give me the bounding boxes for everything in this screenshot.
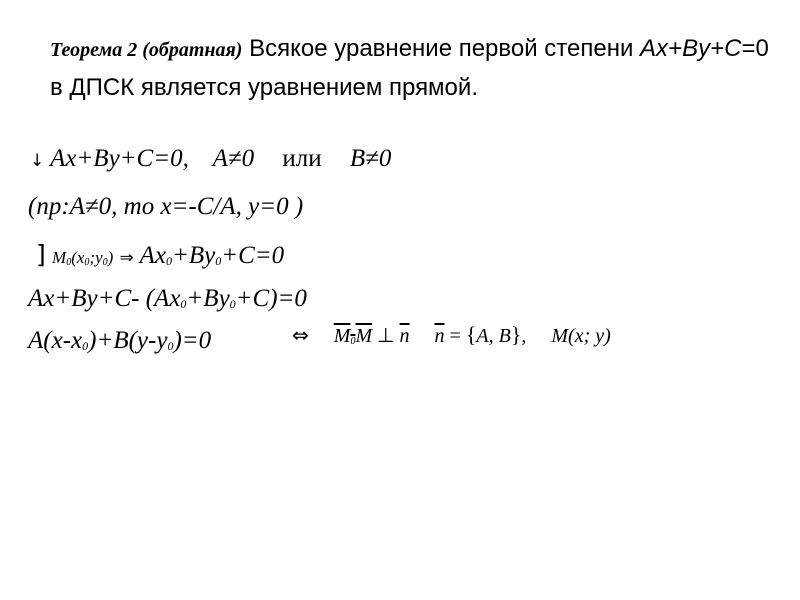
perpendicular-icon: ⊥	[377, 323, 395, 347]
theorem-paragraph	[50, 30, 770, 106]
equation-line-5: A(x-x0)+B(y-y0)=0	[28, 327, 212, 354]
bracket-symbol: ]	[36, 240, 46, 269]
theorem-title: Теорема 2 (обратная)	[50, 39, 243, 61]
equation-line-2	[28, 193, 303, 221]
point-m-args: (x; y)	[568, 325, 611, 347]
equation-line-4: Ax+By+C- (Ax0+By0+C)=0	[28, 285, 307, 312]
normal-vector-n-def: $\overline{n}$	[434, 325, 445, 347]
or-word: или	[282, 145, 322, 172]
equation-line-3	[36, 240, 284, 270]
point-m: M	[551, 325, 569, 347]
example-text: (пр:A≠0, то x=-C/A, y=0 )	[28, 193, 304, 220]
theorem-equation: Ax+By+C	[640, 35, 742, 62]
down-arrow-icon: ↓	[30, 151, 45, 171]
normal-vector-components: A, B	[476, 325, 511, 347]
vector-formula: ⇔ M0M ⊥ $\overline{n}$ $\overline{n} = \{A$, B}, M(x; y)	[292, 322, 611, 347]
condition-b: B≠0	[349, 145, 392, 172]
implies-icon: ⇒	[119, 248, 134, 268]
substitution-equation: Ax0+By0+C=0	[139, 242, 285, 269]
equivalence-icon: ⇔	[292, 323, 309, 347]
point-m0: M0(x0;y0)	[52, 248, 114, 268]
theorem-text-1: Всякое уравнение первой степени	[242, 35, 641, 62]
condition-a: A≠0	[212, 145, 255, 172]
general-equation: Ax+By+C=0,	[50, 145, 189, 172]
equation-line-1	[30, 145, 391, 173]
normal-vector-n: $\overline{n}$	[399, 325, 410, 347]
theorem-text-2: =0 в ДПСК является уравнением прямой.	[50, 35, 769, 101]
vector-m0m: M0M	[333, 325, 373, 347]
